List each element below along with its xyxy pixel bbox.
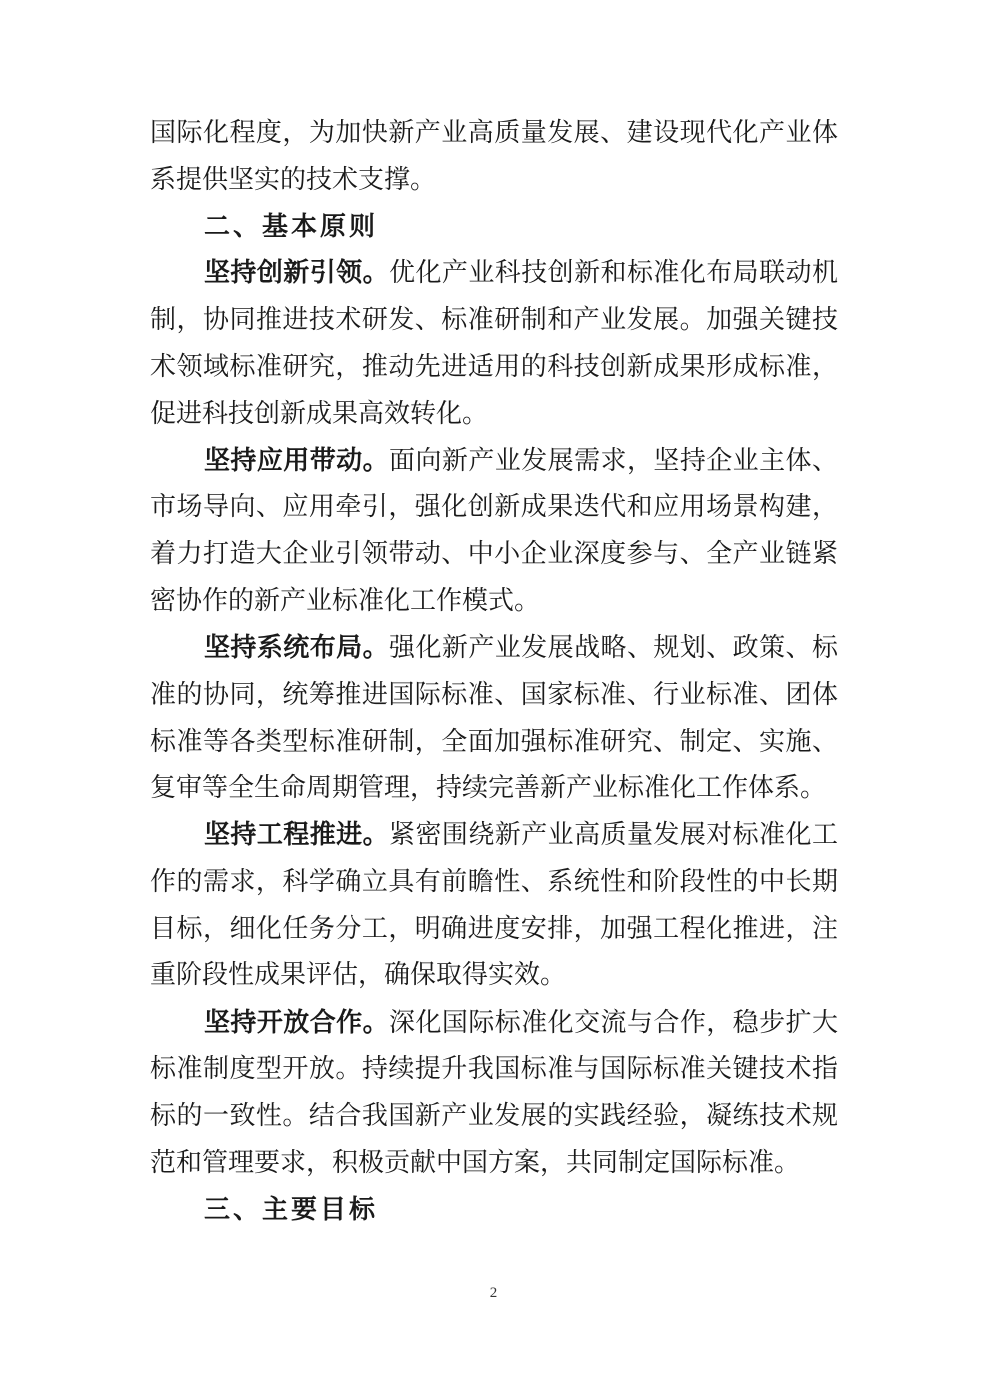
principle-2-text: 面向新产业发展需求，坚持企业主体、 [389,446,838,476]
principle-1-first-line [204,258,838,288]
page-number: 2 [489,1285,498,1301]
principle-5-lead: 坚持开放合作。 [204,1008,390,1038]
principle-1-text: 优化产业科技创新和标准化布局联动机 [389,258,838,288]
principle-5-line-3: 标的一致性。结合我国新产业发展的实践经验，凝练技术规 [150,1101,838,1131]
principle-3-line-4: 复审等全生命周期管理，持续完善新产业标准化工作体系。 [150,773,827,803]
principle-4-line-4: 重阶段性成果评估，确保取得实效。 [150,960,567,990]
principle-2-first-line [204,446,838,476]
principle-3-line-3: 标准等各类型标准研制，全面加强标准研究、制定、实施、 [150,727,838,757]
principle-4-line-3: 目标，细化任务分工，明确进度安排，加强工程化推进，注 [150,914,838,944]
principle-3-text: 强化新产业发展战略、规划、政策、标 [389,633,838,663]
principle-5-line-2: 标准制度型开放。持续提升我国标准与国际标准关键技术指 [150,1054,838,1084]
principle-5-line-4: 范和管理要求，积极贡献中国方案，共同制定国际标准。 [150,1148,801,1178]
principle-1-lead: 坚持创新引领。 [204,258,390,288]
principle-4-lead: 坚持工程推进。 [204,820,390,850]
principle-3-first-line [204,633,838,663]
principle-2-line-3: 着力打造大企业引领带动、中小企业深度参与、全产业链紧 [150,539,838,569]
intro-line-1: 国际化程度，为加快新产业高质量发展、建设现代化产业体 [150,118,838,148]
principle-4-first-line [204,820,838,850]
intro-line-2: 系提供坚实的技术支撑。 [150,165,437,195]
principle-5-text: 深化国际标准化交流与合作，稳步扩大 [389,1008,838,1038]
principle-1-line-4: 促进科技创新成果高效转化。 [150,399,489,429]
principle-4-text: 紧密围绕新产业高质量发展对标准化工 [389,820,838,850]
principle-2-lead: 坚持应用带动。 [204,446,390,476]
principle-3-lead: 坚持系统布局。 [204,633,390,663]
principle-1-line-2: 制，协同推进技术研发、标准研制和产业发展。加强关键技 [150,305,838,335]
principle-5-first-line [204,1008,838,1038]
principle-4-line-2: 作的需求，科学确立具有前瞻性、系统性和阶段性的中长期 [150,867,838,897]
principle-2-line-2: 市场导向、应用牵引，强化创新成果迭代和应用场景构建， [150,492,838,522]
principle-2-line-4: 密协作的新产业标准化工作模式。 [150,586,541,616]
section-heading-basic-principles: 二、基本原则 [204,212,379,242]
principle-3-line-2: 准的协同，统筹推进国际标准、国家标准、行业标准、团体 [150,680,838,710]
section-heading-main-goals: 三、主要目标 [204,1195,379,1225]
principle-1-line-3: 术领域标准研究，推动先进适用的科技创新成果形成标准， [150,352,838,382]
